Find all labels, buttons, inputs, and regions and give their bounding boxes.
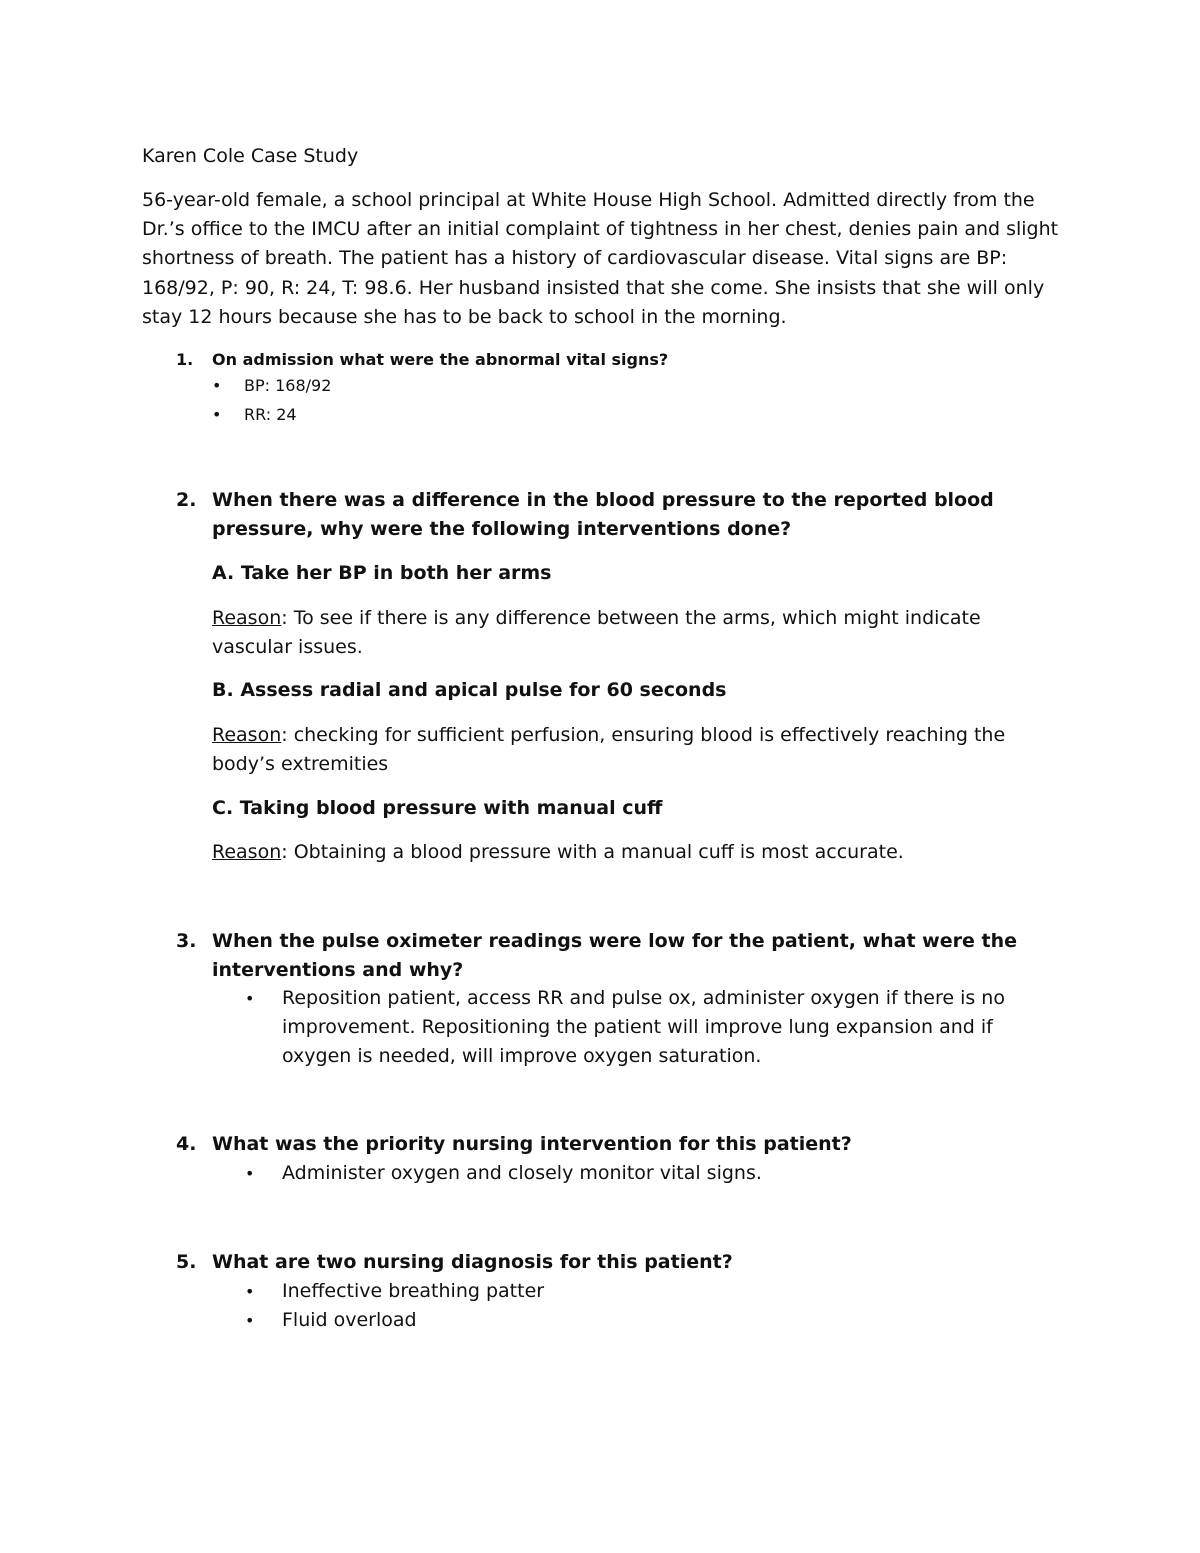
question-text: What was the priority nursing intervention for this patient? — [212, 1133, 852, 1155]
answer-text: Ineffective breathing patter — [282, 1280, 545, 1302]
question-number: 2. — [176, 489, 197, 511]
question-text: What are two nursing diagnosis for this patient? — [212, 1251, 733, 1273]
reason-label: Reason — [212, 724, 282, 746]
document-title: Karen Cole Case Study — [142, 145, 359, 167]
question-text: When the pulse oximeter readings were low for the patient, what were the interventions and why? — [212, 930, 1017, 981]
reason-a — [212, 604, 1062, 661]
question-number: 3. — [176, 930, 197, 952]
answer-text: Fluid overload — [282, 1309, 417, 1331]
question-text: On admission what were the abnormal vital signs? — [212, 350, 669, 369]
reason-c — [212, 838, 1062, 867]
case-intro-paragraph: 56-year-old female, a school principal at White House High School. Admitted directly from the Dr.’s office to the IMCU after an initial complaint of tightness in her chest, denies pain and slight shortness of breath. The patient has a history of cardiovascular disease. Vital signs are BP: 168/92, P: 90, R: 24, T: 98.6. Her husband insisted that she come. She insists that she will only stay 12 hours because she has to be back to school in the morning. — [142, 189, 1059, 328]
reason-b — [212, 721, 1062, 778]
answer-text: BP: 168/92 — [244, 376, 332, 395]
reason-label: Reason — [212, 607, 282, 629]
intervention-heading-a: A. Take her BP in both her arms — [212, 562, 552, 584]
reason-label: Reason — [212, 841, 282, 863]
bullet-icon: • — [245, 989, 255, 1008]
question-text: When there was a difference in the blood pressure to the reported blood pressure, why were the following interventions done? — [212, 489, 994, 540]
intervention-heading-b: B. Assess radial and apical pulse for 60 seconds — [212, 679, 727, 701]
reason-text: : Obtaining a blood pressure with a manual cuff is most accurate. — [281, 841, 904, 863]
bullet-icon: • — [245, 1311, 255, 1330]
question-number: 1. — [176, 350, 194, 369]
answer-text: RR: 24 — [244, 405, 297, 424]
intervention-heading-c: C. Taking blood pressure with manual cuff — [212, 797, 663, 819]
answer-text: Administer oxygen and closely monitor vital signs. — [282, 1162, 762, 1184]
bullet-icon: • — [245, 1164, 255, 1183]
bullet-icon: • — [212, 405, 222, 424]
answer-text: Reposition patient, access RR and pulse ox, administer oxygen if there is no improvement. Repositioning the patient will improve lung expansion and if oxygen is needed, will improve oxygen saturation. — [282, 987, 1005, 1067]
bullet-icon: • — [245, 1282, 255, 1301]
question-number: 5. — [176, 1251, 197, 1273]
bullet-icon: • — [212, 376, 222, 395]
question-number: 4. — [176, 1133, 197, 1155]
reason-text: : To see if there is any difference between the arms, which might indicate vascular issues. — [212, 607, 981, 658]
reason-text: : checking for sufficient perfusion, ensuring blood is effectively reaching the body’s extremities — [212, 724, 1006, 775]
